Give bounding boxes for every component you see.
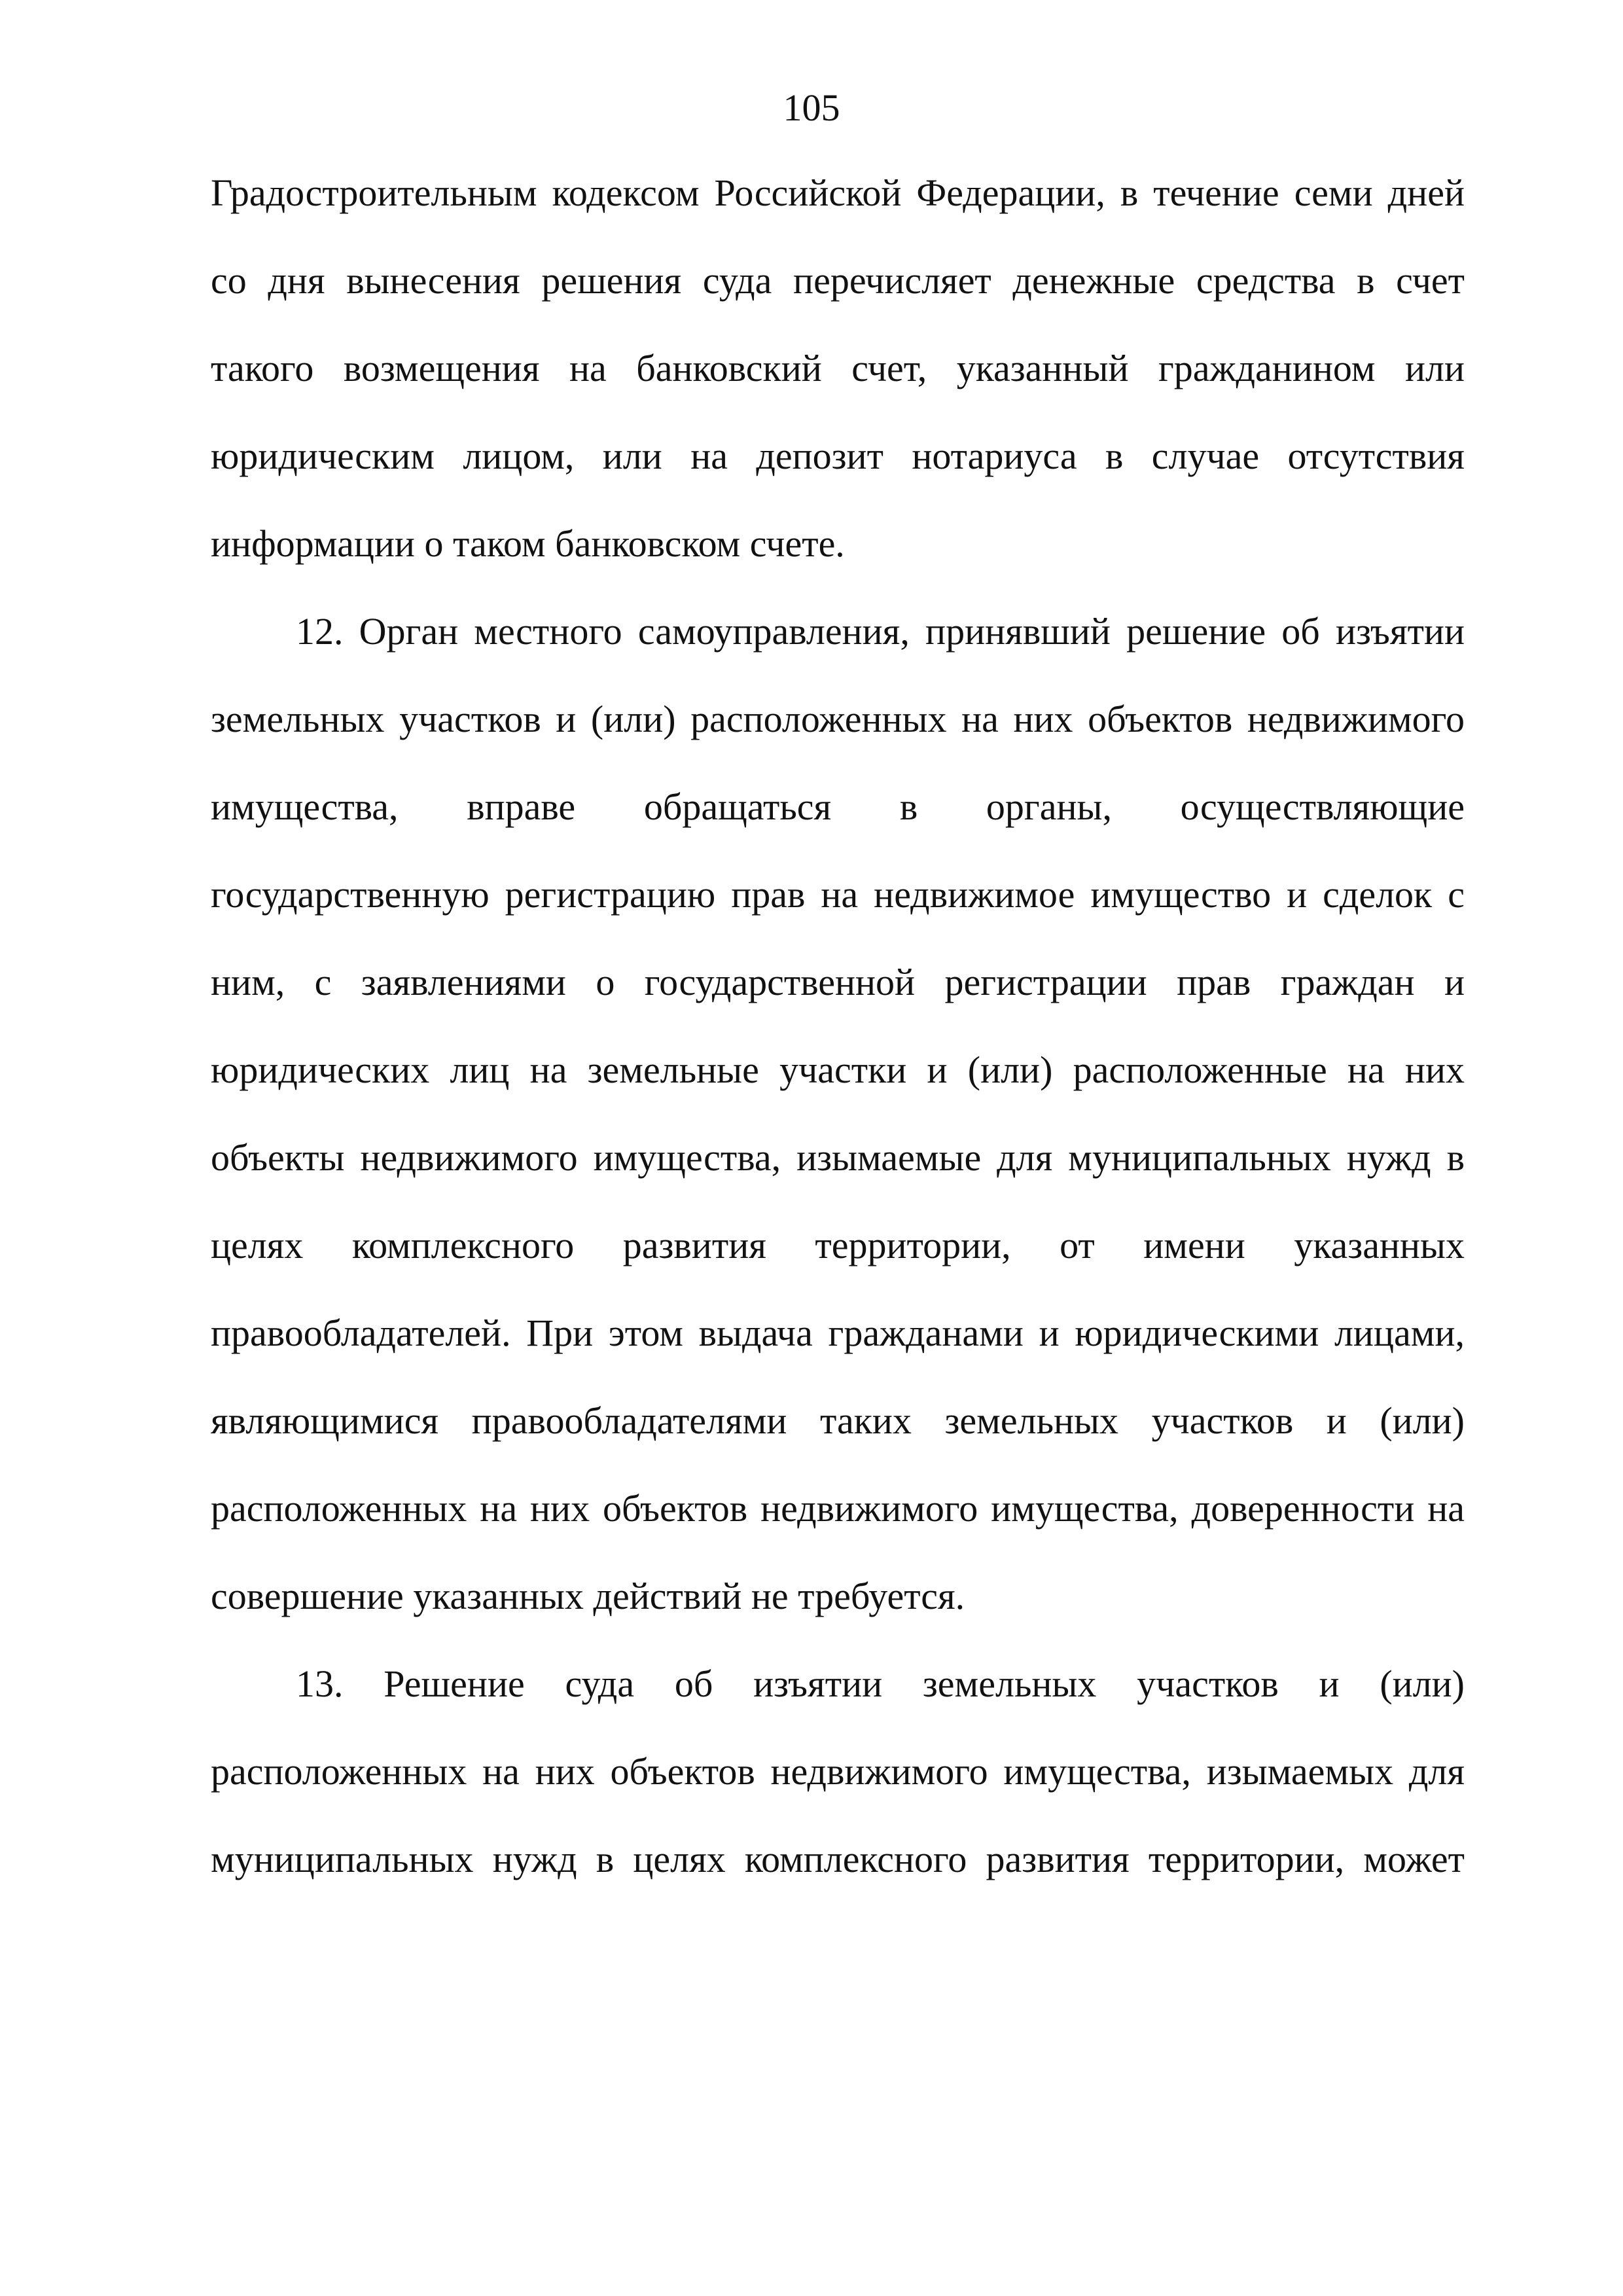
text-line: государственную регистрацию прав на недвижимое имущество и сделок с xyxy=(211,873,1465,916)
text-line: юридическим лицом, или на депозит нотариуса в случае отсутствия xyxy=(211,435,1465,477)
text-line: Градостроительным кодексом Российской Федерации, в течение семи дней xyxy=(211,171,1465,214)
paragraph-13-first-line: 13. Решение суда об изъятии земельных участков и (или) xyxy=(296,1662,1465,1705)
text-line: правообладателей. При этом выдача гражданами и юридическими лицами, xyxy=(211,1312,1465,1354)
text-line: совершение указанных действий не требуется. xyxy=(211,1575,965,1617)
text-line: юридических лиц на земельные участки и (или) расположенные на них xyxy=(211,1049,1465,1091)
text-line: муниципальных нужд в целях комплексного развития территории, может xyxy=(211,1838,1465,1880)
text-line: целях комплексного развития территории, от имени указанных xyxy=(211,1224,1465,1266)
text-line: имущества, вправе обращаться в органы, осуществляющие xyxy=(211,785,1465,828)
text-line: земельных участков и (или) расположенных на них объектов недвижимого xyxy=(211,698,1465,740)
text-line: информации о таком банковском счете. xyxy=(211,522,845,565)
text-line: расположенных на них объектов недвижимого имущества, доверенности на xyxy=(211,1487,1465,1530)
text-line: расположенных на них объектов недвижимого имущества, изымаемых для xyxy=(211,1750,1465,1793)
text-line: со дня вынесения решения суда перечисляет денежные средства в счет xyxy=(211,259,1465,302)
page-number: 105 xyxy=(783,86,840,129)
paragraph-12-first-line: 12. Орган местного самоуправления, принявший решение об изъятии xyxy=(296,610,1465,653)
text-line: ним, с заявлениями о государственной регистрации прав граждан и xyxy=(211,961,1465,1003)
text-line: являющимися правообладателями таких земельных участков и (или) xyxy=(211,1399,1465,1442)
text-line: такого возмещения на банковский счет, указанный гражданином или xyxy=(211,347,1465,389)
text-line: объекты недвижимого имущества, изымаемые для муниципальных нужд в xyxy=(211,1136,1465,1179)
